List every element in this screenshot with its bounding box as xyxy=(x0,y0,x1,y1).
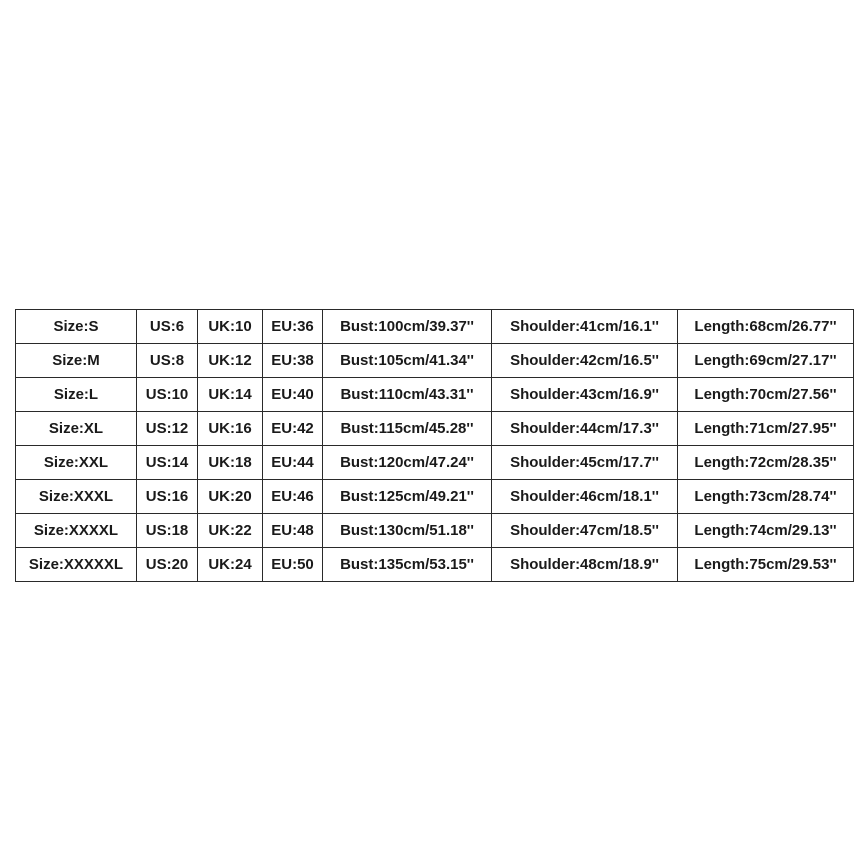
bust-cell: Bust:120cm/47.24'' xyxy=(323,446,492,480)
eu-size-cell: EU:36 xyxy=(263,310,323,344)
eu-size-cell: EU:50 xyxy=(263,548,323,582)
table-row xyxy=(16,378,854,412)
size-cell: Size:M xyxy=(16,344,137,378)
eu-size-cell: EU:40 xyxy=(263,378,323,412)
eu-size-cell: EU:48 xyxy=(263,514,323,548)
length-cell: Length:74cm/29.13'' xyxy=(678,514,854,548)
table-row xyxy=(16,344,854,378)
size-cell: Size:XXXXL xyxy=(16,514,137,548)
length-cell: Length:69cm/27.17'' xyxy=(678,344,854,378)
us-size-cell: US:16 xyxy=(137,480,198,514)
length-cell: Length:70cm/27.56'' xyxy=(678,378,854,412)
bust-cell: Bust:105cm/41.34'' xyxy=(323,344,492,378)
table-row xyxy=(16,310,854,344)
shoulder-cell: Shoulder:47cm/18.5'' xyxy=(492,514,678,548)
bust-cell: Bust:125cm/49.21'' xyxy=(323,480,492,514)
shoulder-cell: Shoulder:43cm/16.9'' xyxy=(492,378,678,412)
length-cell: Length:72cm/28.35'' xyxy=(678,446,854,480)
uk-size-cell: UK:10 xyxy=(198,310,263,344)
us-size-cell: US:6 xyxy=(137,310,198,344)
length-cell: Length:71cm/27.95'' xyxy=(678,412,854,446)
table-row xyxy=(16,412,854,446)
shoulder-cell: Shoulder:45cm/17.7'' xyxy=(492,446,678,480)
bust-cell: Bust:100cm/39.37'' xyxy=(323,310,492,344)
table-row xyxy=(16,514,854,548)
uk-size-cell: UK:16 xyxy=(198,412,263,446)
length-cell: Length:68cm/26.77'' xyxy=(678,310,854,344)
table-row xyxy=(16,548,854,582)
uk-size-cell: UK:14 xyxy=(198,378,263,412)
size-cell: Size:XL xyxy=(16,412,137,446)
eu-size-cell: EU:44 xyxy=(263,446,323,480)
table-row xyxy=(16,446,854,480)
size-cell: Size:XXXXXL xyxy=(16,548,137,582)
uk-size-cell: UK:22 xyxy=(198,514,263,548)
size-cell: Size:XXXL xyxy=(16,480,137,514)
us-size-cell: US:18 xyxy=(137,514,198,548)
length-cell: Length:73cm/28.74'' xyxy=(678,480,854,514)
size-cell: Size:XXL xyxy=(16,446,137,480)
table-row xyxy=(16,480,854,514)
size-cell: Size:L xyxy=(16,378,137,412)
eu-size-cell: EU:42 xyxy=(263,412,323,446)
us-size-cell: US:10 xyxy=(137,378,198,412)
us-size-cell: US:8 xyxy=(137,344,198,378)
eu-size-cell: EU:46 xyxy=(263,480,323,514)
size-chart-table xyxy=(15,309,854,582)
bust-cell: Bust:115cm/45.28'' xyxy=(323,412,492,446)
uk-size-cell: UK:24 xyxy=(198,548,263,582)
shoulder-cell: Shoulder:44cm/17.3'' xyxy=(492,412,678,446)
shoulder-cell: Shoulder:48cm/18.9'' xyxy=(492,548,678,582)
us-size-cell: US:20 xyxy=(137,548,198,582)
eu-size-cell: EU:38 xyxy=(263,344,323,378)
shoulder-cell: Shoulder:41cm/16.1'' xyxy=(492,310,678,344)
size-cell: Size:S xyxy=(16,310,137,344)
uk-size-cell: UK:20 xyxy=(198,480,263,514)
shoulder-cell: Shoulder:42cm/16.5'' xyxy=(492,344,678,378)
bust-cell: Bust:110cm/43.31'' xyxy=(323,378,492,412)
uk-size-cell: UK:12 xyxy=(198,344,263,378)
uk-size-cell: UK:18 xyxy=(198,446,263,480)
us-size-cell: US:14 xyxy=(137,446,198,480)
bust-cell: Bust:130cm/51.18'' xyxy=(323,514,492,548)
shoulder-cell: Shoulder:46cm/18.1'' xyxy=(492,480,678,514)
length-cell: Length:75cm/29.53'' xyxy=(678,548,854,582)
bust-cell: Bust:135cm/53.15'' xyxy=(323,548,492,582)
us-size-cell: US:12 xyxy=(137,412,198,446)
